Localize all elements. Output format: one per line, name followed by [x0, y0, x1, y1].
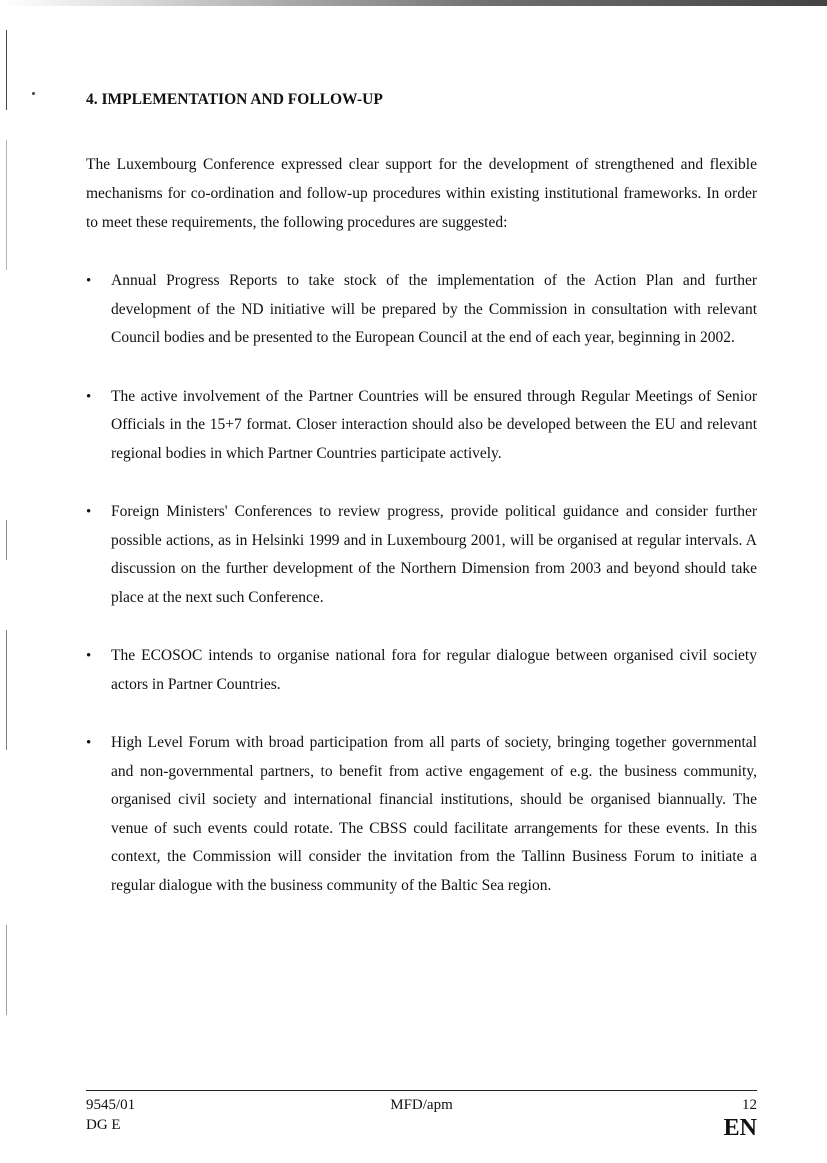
scan-margin-mark: [32, 92, 35, 95]
scan-margin-mark: [6, 630, 7, 750]
scan-top-edge: [0, 0, 827, 6]
language-code: EN: [723, 1115, 757, 1141]
page-footer: [86, 1095, 757, 1145]
directorate: DG E: [86, 1117, 121, 1133]
bullet-icon: •: [86, 504, 92, 520]
list-item: [86, 642, 757, 699]
intro-paragraph: The Luxembourg Conference expressed clear support for the development of strengthened and flexible mechanisms for co-ordination and follow-up procedures within existing institutional frameworks. In order to meet these requirements, the following procedures are suggested:: [86, 156, 757, 231]
list-item-text: Annual Progress Reports to take stock of the implementation of the Action Plan and further development of the ND initiative will be prepared by the Commission in consultation with relevant Council bodies and be presented to the European Council at the end of each year, beginning in 2002.: [111, 272, 757, 346]
footer-divider: [86, 1090, 757, 1091]
procedures-list: [86, 267, 757, 900]
list-item: [86, 267, 757, 353]
page-number: 12: [742, 1097, 757, 1113]
scan-margin-mark: [6, 520, 7, 560]
bullet-icon: •: [86, 388, 92, 405]
bullet-icon: •: [86, 273, 92, 289]
list-item: [86, 498, 757, 612]
list-item-text: High Level Forum with broad participation from all parts of society, bringing together governmental and non-governmental partners, to benefit from active engagement of e.g. the business community, organised civil society and international financial institutions, should be organised biannually. The venue of such events could rotate. The CBSS could facilitate arrangements for these events. In this context, the Commission will consider the invitation from the Tallinn Business Forum to initiate a regular dialogue with the business community of the Baltic Sea region.: [111, 734, 757, 894]
section-heading: 4. IMPLEMENTATION AND FOLLOW-UP: [86, 91, 383, 108]
scan-margin-mark: [6, 140, 7, 270]
scan-margin-mark: [6, 925, 7, 1015]
list-item-text: The ECOSOC intends to organise national fora for regular dialogue between organised civil society actors in Partner Countries.: [111, 647, 757, 693]
document-number: 9545/01: [86, 1097, 136, 1113]
list-item: [86, 383, 757, 469]
scan-margin-mark: [6, 30, 7, 110]
bullet-icon: •: [86, 735, 92, 751]
bullet-icon: •: [86, 648, 92, 664]
page-content: [86, 88, 757, 930]
list-item-text: The active involvement of the Partner Countries will be ensured through Regular Meetings of Senior Officials in the 15+7 format. Closer interaction should also be developed between the EU and relevant regional bodies in which Partner Countries participate actively.: [111, 387, 757, 462]
list-item-text: Foreign Ministers' Conferences to review progress, provide political guidance and consider further possible actions, as in Helsinki 1999 and in Luxembourg 2001, will be organised at regular intervals. A discussion on the further development of the Northern Dimension from 2003 and beyond should take place at the next such Conference.: [111, 503, 757, 606]
list-item: [86, 729, 757, 900]
footer-right: [724, 1095, 757, 1141]
footer-reference: MFD/apm: [390, 1097, 453, 1113]
